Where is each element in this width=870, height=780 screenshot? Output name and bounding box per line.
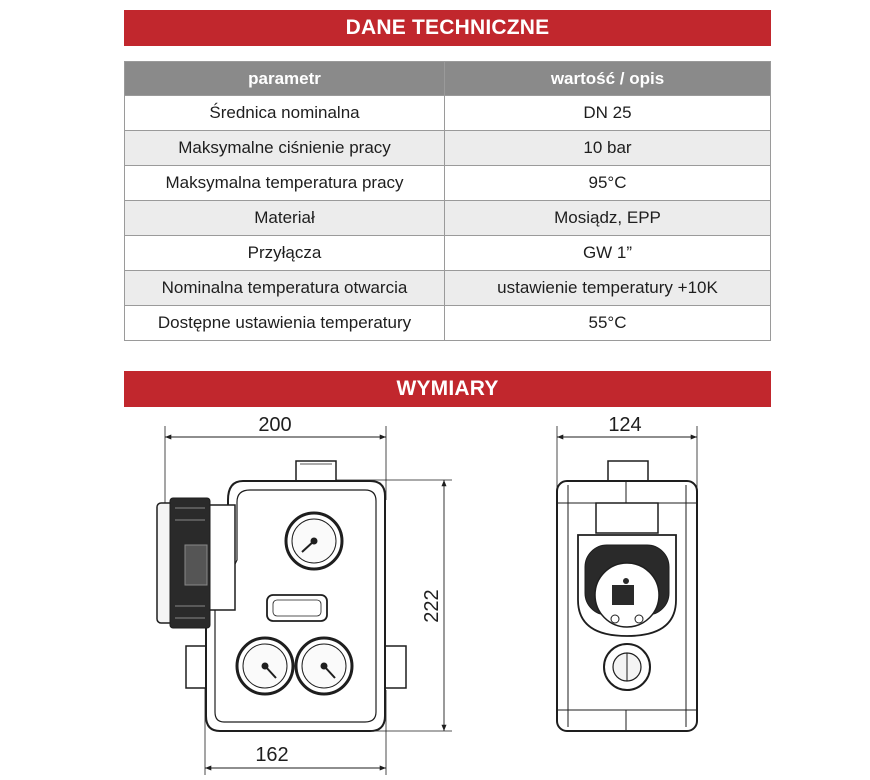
section-title-dimensions: WYMIARY bbox=[124, 371, 771, 407]
dimension-label-front-width: 200 bbox=[258, 414, 292, 436]
table-cell-value: ustawienie temperatury +10K bbox=[445, 271, 771, 306]
table-cell-parameter: Maksymalne ciśnienie pracy bbox=[125, 131, 445, 166]
table-cell-value: DN 25 bbox=[445, 96, 771, 131]
side-view-drawing bbox=[557, 426, 697, 731]
table-cell-parameter: Średnica nominalna bbox=[125, 96, 445, 131]
column-header-value: wartość / opis bbox=[445, 62, 771, 96]
front-view-drawing bbox=[157, 426, 452, 775]
table-cell-value: 55°C bbox=[445, 306, 771, 341]
dimension-label-front-base: 162 bbox=[255, 744, 289, 766]
column-header-parameter: parametr bbox=[125, 62, 445, 96]
table-cell-value: 10 bar bbox=[445, 131, 771, 166]
table-cell-value: 95°C bbox=[445, 166, 771, 201]
dimension-label-side-width: 124 bbox=[608, 414, 642, 436]
section-title-technical-data: DANE TECHNICZNE bbox=[124, 10, 771, 46]
table-cell-parameter: Nominalna temperatura otwarcia bbox=[125, 271, 445, 306]
dimension-label-front-height: 222 bbox=[421, 589, 443, 623]
table-cell-parameter: Przyłącza bbox=[125, 236, 445, 271]
table-cell-value: Mosiądz, EPP bbox=[445, 201, 771, 236]
table-cell-parameter: Materiał bbox=[125, 201, 445, 236]
table-cell-parameter: Maksymalna temperatura pracy bbox=[125, 166, 445, 201]
table-cell-parameter: Dostępne ustawienia temperatury bbox=[125, 306, 445, 341]
table-cell-value: GW 1” bbox=[445, 236, 771, 271]
